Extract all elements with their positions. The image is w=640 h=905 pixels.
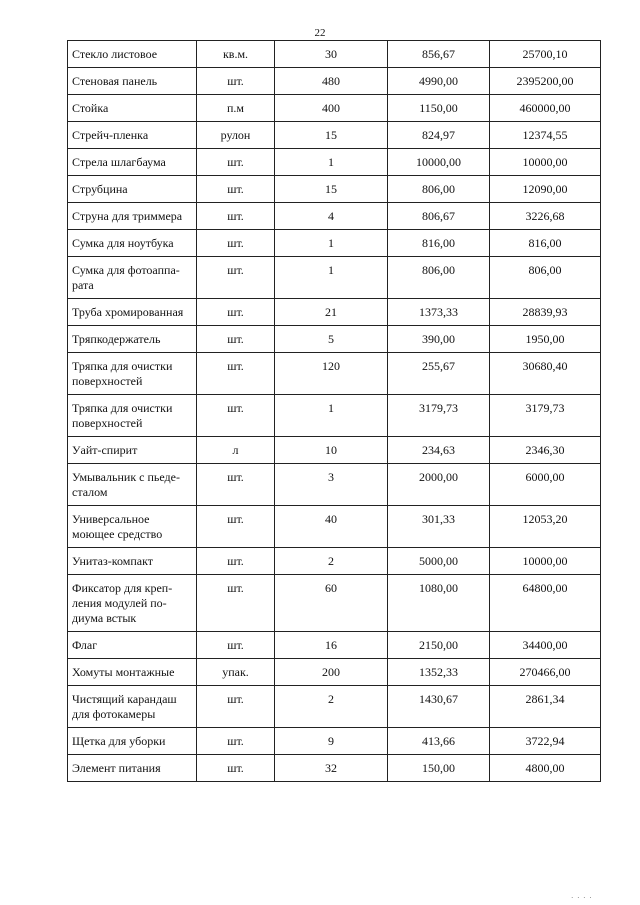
- cell-price: 4990,00: [388, 68, 490, 95]
- cell-price: 806,00: [388, 176, 490, 203]
- cell-price: 301,33: [388, 506, 490, 548]
- cell-price: 1150,00: [388, 95, 490, 122]
- cell-price: 2150,00: [388, 632, 490, 659]
- cell-name: Хомуты монтажные: [68, 659, 197, 686]
- cell-price: 390,00: [388, 326, 490, 353]
- items-table: [67, 40, 601, 782]
- cell-total: 4800,00: [490, 755, 601, 782]
- cell-name: Сумка для фотоаппа- рата: [68, 257, 197, 299]
- cell-qty: 120: [275, 353, 388, 395]
- cell-unit: рулон: [197, 122, 275, 149]
- table-row: [68, 686, 601, 728]
- table-row: [68, 464, 601, 506]
- table-row: [68, 437, 601, 464]
- cell-total: 6000,00: [490, 464, 601, 506]
- cell-unit: шт.: [197, 299, 275, 326]
- cell-qty: 1: [275, 257, 388, 299]
- cell-name: Чистящий карандаш для фотокамеры: [68, 686, 197, 728]
- cell-total: 12090,00: [490, 176, 601, 203]
- cell-name: Стрела шлагбаума: [68, 149, 197, 176]
- table-row: [68, 326, 601, 353]
- cell-total: 64800,00: [490, 575, 601, 632]
- table-row: [68, 176, 601, 203]
- cell-total: 10000,00: [490, 149, 601, 176]
- cell-total: 34400,00: [490, 632, 601, 659]
- cell-price: 816,00: [388, 230, 490, 257]
- cell-unit: шт.: [197, 632, 275, 659]
- cell-price: 5000,00: [388, 548, 490, 575]
- cell-total: 270466,00: [490, 659, 601, 686]
- cell-name: Труба хромированная: [68, 299, 197, 326]
- cell-qty: 40: [275, 506, 388, 548]
- cell-qty: 2: [275, 686, 388, 728]
- cell-price: 856,67: [388, 41, 490, 68]
- table-row: [68, 149, 601, 176]
- cell-price: 150,00: [388, 755, 490, 782]
- cell-unit: шт.: [197, 230, 275, 257]
- cell-total: 12053,20: [490, 506, 601, 548]
- cell-qty: 4: [275, 203, 388, 230]
- cell-qty: 16: [275, 632, 388, 659]
- cell-name: Струна для триммера: [68, 203, 197, 230]
- cell-name: Элемент питания: [68, 755, 197, 782]
- table-row: [68, 230, 601, 257]
- cell-name: Унитаз-компакт: [68, 548, 197, 575]
- cell-price: 1080,00: [388, 575, 490, 632]
- cell-unit: п.м: [197, 95, 275, 122]
- cell-qty: 200: [275, 659, 388, 686]
- cell-total: 816,00: [490, 230, 601, 257]
- cell-name: Фиксатор для креп- ления модулей по- диума встык: [68, 575, 197, 632]
- cell-qty: 5: [275, 326, 388, 353]
- table-row: [68, 506, 601, 548]
- cell-name: Стойка: [68, 95, 197, 122]
- cell-price: 3179,73: [388, 395, 490, 437]
- cell-qty: 1: [275, 395, 388, 437]
- cell-unit: кв.м.: [197, 41, 275, 68]
- table-row: [68, 575, 601, 632]
- cell-unit: шт.: [197, 395, 275, 437]
- cell-price: 806,00: [388, 257, 490, 299]
- table-row: [68, 68, 601, 95]
- items-table-body: [68, 41, 601, 782]
- cell-qty: 32: [275, 755, 388, 782]
- table-row: [68, 203, 601, 230]
- cell-total: 25700,10: [490, 41, 601, 68]
- cell-total: 10000,00: [490, 548, 601, 575]
- cell-qty: 480: [275, 68, 388, 95]
- cell-price: 2000,00: [388, 464, 490, 506]
- cell-qty: 21: [275, 299, 388, 326]
- cell-name: Стрейч-пленка: [68, 122, 197, 149]
- table-row: [68, 41, 601, 68]
- cell-qty: 1: [275, 230, 388, 257]
- scan-corner-mark: · · · ·: [571, 894, 593, 902]
- cell-qty: 3: [275, 464, 388, 506]
- table-row: [68, 257, 601, 299]
- table-row: [68, 632, 601, 659]
- cell-name: Тряпка для очистки поверхностей: [68, 395, 197, 437]
- cell-price: 1352,33: [388, 659, 490, 686]
- table-row: [68, 353, 601, 395]
- cell-unit: л: [197, 437, 275, 464]
- table-row: [68, 728, 601, 755]
- cell-unit: шт.: [197, 728, 275, 755]
- cell-unit: шт.: [197, 686, 275, 728]
- cell-unit: шт.: [197, 755, 275, 782]
- cell-name: Щетка для уборки: [68, 728, 197, 755]
- cell-total: 2395200,00: [490, 68, 601, 95]
- cell-unit: шт.: [197, 257, 275, 299]
- cell-qty: 30: [275, 41, 388, 68]
- cell-price: 413,66: [388, 728, 490, 755]
- cell-price: 824,97: [388, 122, 490, 149]
- cell-unit: шт.: [197, 149, 275, 176]
- cell-unit: шт.: [197, 326, 275, 353]
- cell-qty: 15: [275, 122, 388, 149]
- cell-price: 255,67: [388, 353, 490, 395]
- cell-unit: шт.: [197, 575, 275, 632]
- cell-total: 30680,40: [490, 353, 601, 395]
- cell-unit: шт.: [197, 506, 275, 548]
- cell-total: 3226,68: [490, 203, 601, 230]
- cell-qty: 1: [275, 149, 388, 176]
- cell-name: Тряпка для очистки поверхностей: [68, 353, 197, 395]
- cell-total: 12374,55: [490, 122, 601, 149]
- table-row: [68, 122, 601, 149]
- cell-qty: 10: [275, 437, 388, 464]
- table-row: [68, 95, 601, 122]
- cell-unit: шт.: [197, 464, 275, 506]
- cell-name: Стеновая панель: [68, 68, 197, 95]
- cell-price: 806,67: [388, 203, 490, 230]
- cell-total: 460000,00: [490, 95, 601, 122]
- page-number: 22: [314, 27, 326, 39]
- cell-price: 1430,67: [388, 686, 490, 728]
- cell-qty: 2: [275, 548, 388, 575]
- cell-unit: шт.: [197, 353, 275, 395]
- cell-unit: шт.: [197, 203, 275, 230]
- table-row: [68, 299, 601, 326]
- cell-total: 1950,00: [490, 326, 601, 353]
- cell-qty: 60: [275, 575, 388, 632]
- cell-qty: 15: [275, 176, 388, 203]
- cell-name: Универсальное моющее средство: [68, 506, 197, 548]
- cell-unit: шт.: [197, 548, 275, 575]
- table-row: [68, 548, 601, 575]
- cell-total: 2346,30: [490, 437, 601, 464]
- table-row: [68, 395, 601, 437]
- cell-name: Струбцина: [68, 176, 197, 203]
- cell-price: 10000,00: [388, 149, 490, 176]
- cell-price: 234,63: [388, 437, 490, 464]
- cell-name: Умывальник с пьеде- сталом: [68, 464, 197, 506]
- cell-name: Стекло листовое: [68, 41, 197, 68]
- cell-total: 3722,94: [490, 728, 601, 755]
- cell-qty: 400: [275, 95, 388, 122]
- cell-unit: упак.: [197, 659, 275, 686]
- cell-total: 28839,93: [490, 299, 601, 326]
- cell-name: Сумка для ноутбука: [68, 230, 197, 257]
- cell-qty: 9: [275, 728, 388, 755]
- cell-total: 3179,73: [490, 395, 601, 437]
- cell-unit: шт.: [197, 68, 275, 95]
- cell-total: 806,00: [490, 257, 601, 299]
- table-row: [68, 659, 601, 686]
- cell-price: 1373,33: [388, 299, 490, 326]
- table-row: [68, 755, 601, 782]
- cell-total: 2861,34: [490, 686, 601, 728]
- cell-name: Тряпкодержатель: [68, 326, 197, 353]
- cell-name: Флаг: [68, 632, 197, 659]
- cell-name: Уайт-спирит: [68, 437, 197, 464]
- cell-unit: шт.: [197, 176, 275, 203]
